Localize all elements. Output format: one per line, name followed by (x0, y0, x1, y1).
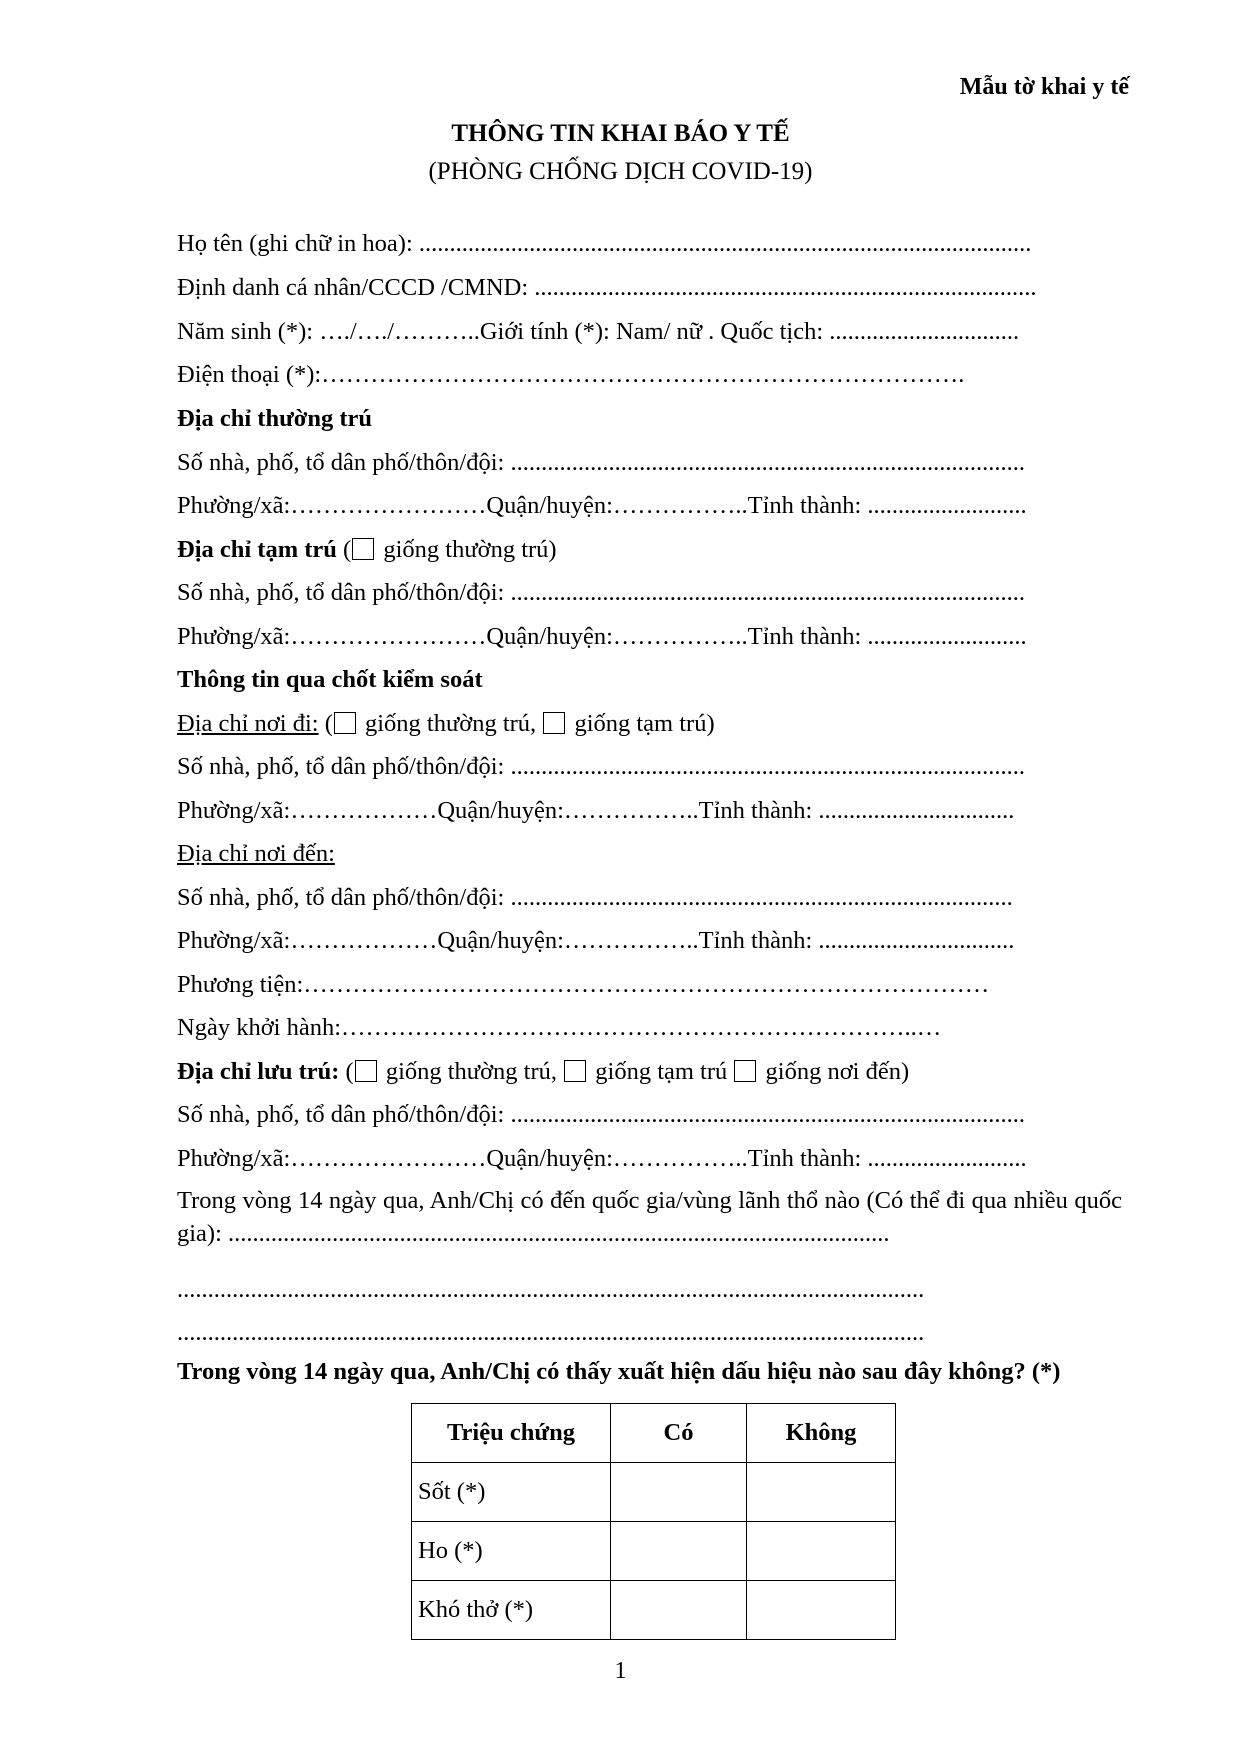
page-title: THÔNG TIN KHAI BÁO Y TẾ (451, 120, 790, 147)
destination-ward-field[interactable]: Phường/xã:………………Quận/huyện:……………..Tỉnh thành: ................................ (177, 927, 1015, 954)
symptom-breath: Khó thở (*) (412, 1581, 611, 1640)
table-header-row (412, 1404, 896, 1463)
temporary-open-paren: ( (336, 536, 352, 563)
breath-no-cell[interactable] (747, 1581, 896, 1640)
permanent-address-heading: Địa chỉ thường trú (177, 405, 373, 432)
stay-open-paren: ( (339, 1058, 354, 1085)
symptom-fever: Sốt (*) (412, 1463, 611, 1522)
origin-address-row (177, 709, 1122, 739)
same-as-permanent-label: giống thường trú) (377, 536, 557, 563)
col-symptom-header: Triệu chứng (412, 1404, 611, 1463)
name-field[interactable]: Họ tên (ghi chữ in hoa): .................................................................................................... (177, 230, 1032, 257)
origin-street-field[interactable]: Số nhà, phố, tổ dân phố/thôn/đội: .................................................................................... (177, 753, 1025, 780)
destination-address-label: Địa chỉ nơi đến: (177, 840, 335, 867)
stay-same-as-permanent-checkbox[interactable] (355, 1060, 377, 1082)
travel-line-3[interactable]: .......................................................................................................................... (177, 1319, 925, 1346)
checkpoint-heading: Thông tin qua chốt kiểm soát (177, 666, 483, 693)
origin-open-paren: ( (318, 710, 333, 737)
col-no-header: Không (747, 1404, 896, 1463)
stay-ward-field[interactable]: Phường/xã:……………………Quận/huyện:……………..Tỉnh thành: .......................... (177, 1145, 1027, 1172)
cough-yes-cell[interactable] (611, 1522, 747, 1581)
permanent-ward-field[interactable]: Phường/xã:……………………Quận/huyện:……………..Tỉnh thành: .......................... (177, 492, 1027, 519)
stay-street-field[interactable]: Số nhà, phố, tổ dân phố/thôn/đội: .................................................................................... (177, 1101, 1025, 1128)
stay-address-row (177, 1057, 1122, 1087)
table-row (412, 1522, 896, 1581)
fever-no-cell[interactable] (747, 1463, 896, 1522)
permanent-street-field[interactable]: Số nhà, phố, tổ dân phố/thôn/đội: .................................................................................... (177, 449, 1025, 476)
page-subtitle: (PHÒNG CHỐNG DỊCH COVID-19) (428, 158, 813, 185)
temporary-address-heading: Địa chỉ tạm trú (177, 536, 337, 563)
table-row (412, 1581, 896, 1640)
temporary-street-field[interactable]: Số nhà, phố, tổ dân phố/thôn/đội: .................................................................................... (177, 579, 1025, 606)
same-as-permanent-checkbox[interactable] (352, 538, 374, 560)
vehicle-field[interactable]: Phương tiện:………………………………………………………………………… (177, 971, 990, 998)
page-number: 1 (614, 1658, 627, 1684)
origin-ward-field[interactable]: Phường/xã:………………Quận/huyện:……………..Tỉnh thành: ................................ (177, 797, 1015, 824)
travel-countries-field[interactable]: Trong vòng 14 ngày qua, Anh/Chị có đến quốc gia/vùng lãnh thổ nào (Có thể đi qua nhiều quốc gia): ............................................................................................................ (177, 1187, 1122, 1247)
departure-date-field[interactable]: Ngày khởi hành:……………………………………………………………..… (177, 1014, 942, 1041)
id-field[interactable]: Định danh cá nhân/CCCD /CMND: .................................................................................. (177, 274, 1037, 301)
form-label: Mẫu tờ khai y tế (959, 74, 1129, 100)
cough-no-cell[interactable] (747, 1522, 896, 1581)
stay-same-as-destination-checkbox[interactable] (734, 1060, 756, 1082)
origin-same-as-permanent-checkbox[interactable] (334, 712, 356, 734)
phone-field[interactable]: Điện thoại (*):……………………………………………………………………. (177, 361, 965, 388)
symptoms-question: Trong vòng 14 ngày qua, Anh/Chị có thấy xuất hiện dấu hiệu nào sau đây không? (*) (177, 1358, 1061, 1385)
origin-same-as-permanent-label: giống thường trú, (358, 710, 543, 737)
stay-same-as-temporary-checkbox[interactable] (564, 1060, 586, 1082)
symptom-cough: Ho (*) (412, 1522, 611, 1581)
temporary-ward-field[interactable]: Phường/xã:……………………Quận/huyện:……………..Tỉnh thành: .......................... (177, 623, 1027, 650)
stay-same-as-permanent-label: giống thường trú, (379, 1058, 564, 1085)
destination-street-field[interactable]: Số nhà, phố, tổ dân phố/thôn/đội: .................................................................................. (177, 884, 1013, 911)
temporary-address-row (177, 535, 1122, 565)
breath-yes-cell[interactable] (611, 1581, 747, 1640)
origin-same-as-temporary-checkbox[interactable] (543, 712, 565, 734)
stay-same-as-destination-label: giống nơi đến) (759, 1058, 910, 1085)
col-yes-header: Có (611, 1404, 747, 1463)
stay-same-as-temporary-label: giống tạm trú (589, 1058, 734, 1085)
travel-line-2[interactable]: .......................................................................................................................... (177, 1276, 925, 1303)
stay-address-heading: Địa chỉ lưu trú: (177, 1058, 340, 1085)
fever-yes-cell[interactable] (611, 1463, 747, 1522)
table-row (412, 1463, 896, 1522)
origin-same-as-temporary-label: giống tạm trú) (568, 710, 715, 737)
symptoms-table (411, 1403, 896, 1640)
birth-gender-nationality-field[interactable]: Năm sinh (*): …./…./………..Giới tính (*): Nam/ nữ . Quốc tịch: ............................... (177, 318, 1020, 345)
origin-address-label: Địa chỉ nơi đi: (177, 710, 319, 737)
